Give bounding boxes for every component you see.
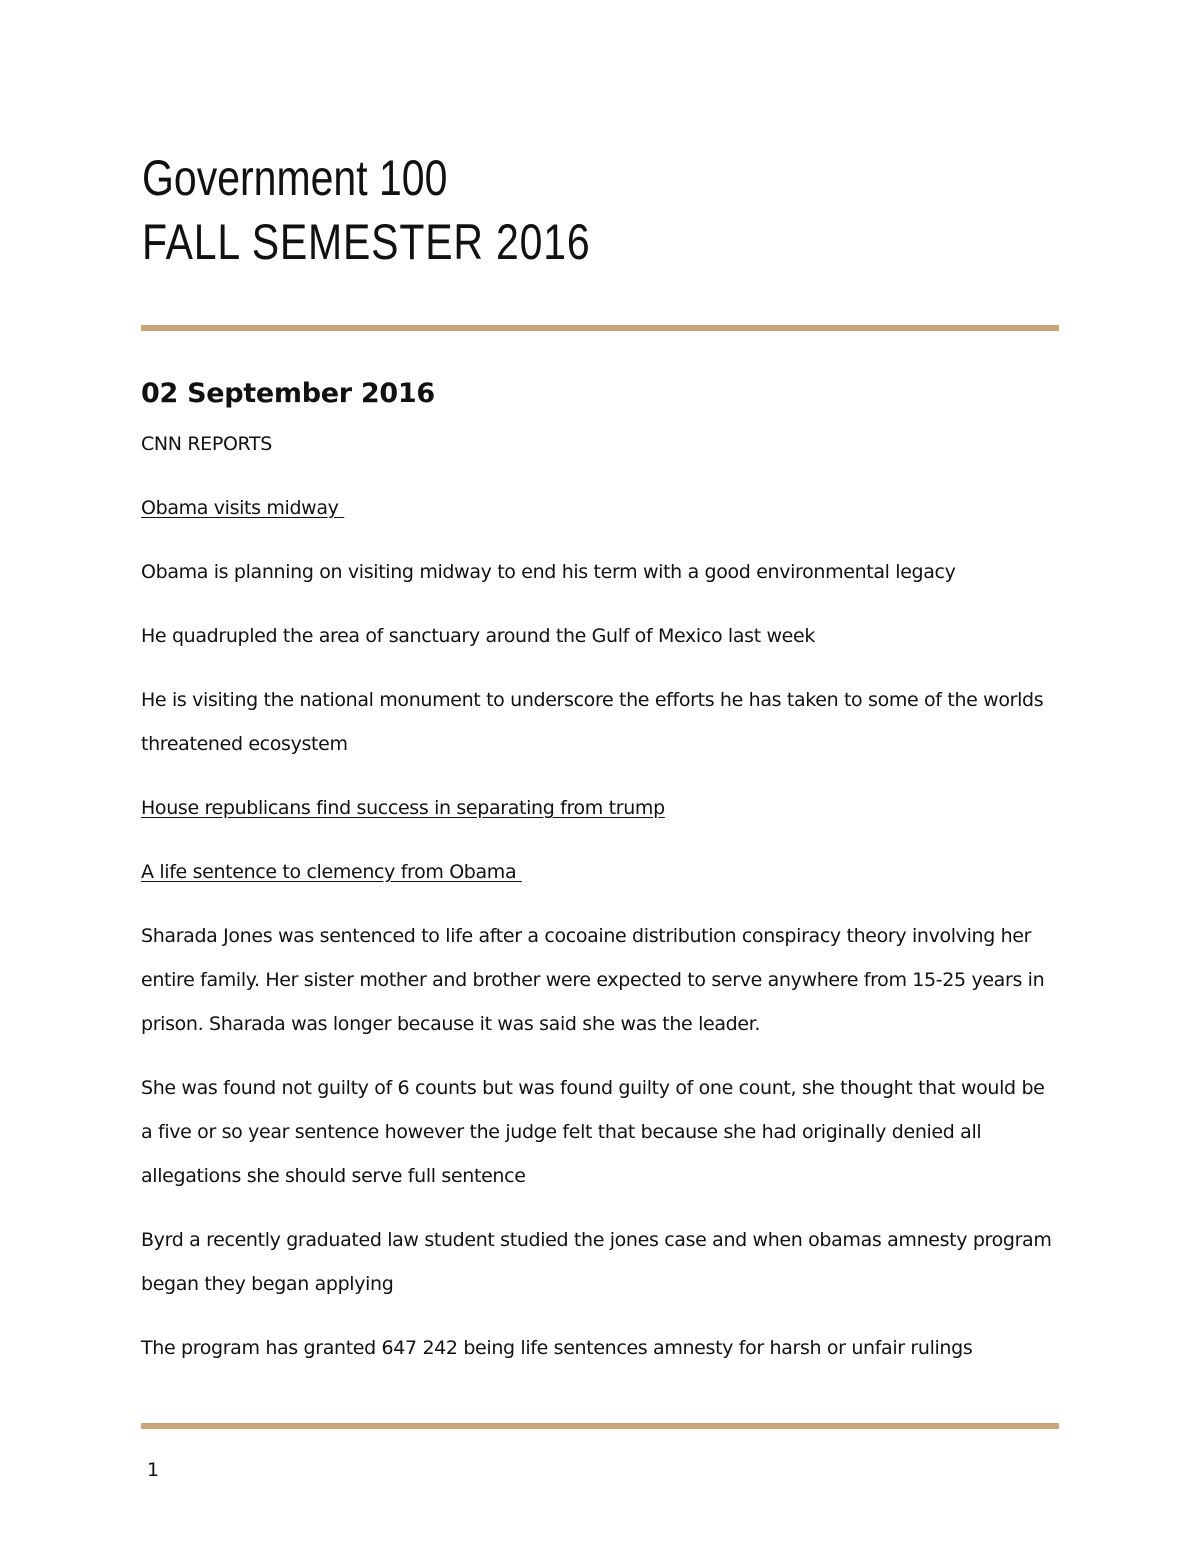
title-block (142, 146, 1058, 274)
paragraph-midway-plan: Obama is planning on visiting midway to end his term with a good environmental legacy (141, 561, 956, 583)
date-heading: 02 September 2016 (141, 378, 435, 409)
document-title: Government 100 (142, 150, 448, 206)
headline-clemency: A life sentence to clemency from Obama (141, 861, 522, 883)
paragraph-byrd: Byrd a recently graduated law student studied the jones case and when obamas amnesty program began they began applying (141, 1229, 1058, 1295)
source-label: CNN REPORTS (141, 433, 272, 455)
page-number: 1 (147, 1459, 160, 1481)
paragraph-program: The program has granted 647 242 being life sentences amnesty for harsh or unfair rulings (141, 1337, 973, 1359)
paragraph-sharada-jones: Sharada Jones was sentenced to life after a cocoaine distribution conspiracy theory involving her entire family. Her sister mother and brother were expected to serve anywhere from 15-25 years in prison. Sharada was longer because it was said she was the leader. (141, 925, 1051, 1035)
document-subtitle: FALL SEMESTER 2016 (142, 214, 591, 270)
paragraph-sanctuary: He quadrupled the area of sanctuary around the Gulf of Mexico last week (141, 625, 816, 647)
headline-house-republicans: House republicans find success in separating from trump (141, 797, 665, 819)
bottom-divider (141, 1423, 1059, 1429)
top-divider (141, 325, 1059, 331)
paragraph-monument: He is visiting the national monument to underscore the efforts he has taken to some of the worlds threatened ecosystem (141, 689, 1049, 755)
paragraph-verdict: She was found not guilty of 6 counts but was found guilty of one count, she thought that would be a five or so year sentence however the judge felt that because she had originally denied all allegations she should serve full sentence (141, 1077, 1051, 1187)
document-body (141, 370, 1061, 1390)
headline-obama-midway: Obama visits midway (141, 497, 345, 519)
